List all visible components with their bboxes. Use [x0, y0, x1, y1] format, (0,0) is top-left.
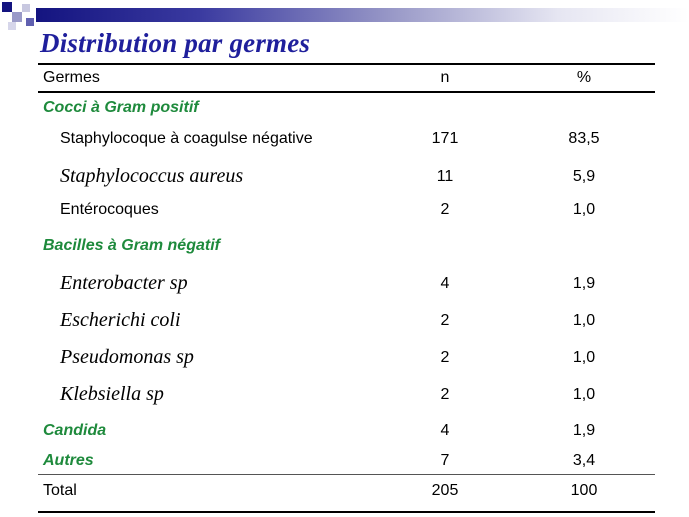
- table-bottom-rule: [38, 511, 655, 513]
- percent-cell: 1,9: [572, 275, 596, 292]
- germ-name: Escherichi coli: [60, 309, 181, 331]
- group-label: Candida: [43, 422, 107, 439]
- percent-cell: 1,0: [572, 386, 596, 403]
- header-rule: [38, 91, 655, 93]
- table-row-total: [0, 482, 689, 508]
- count-cell: 171: [431, 130, 459, 147]
- table-row-group: [0, 422, 689, 448]
- count-cell: 4: [440, 275, 450, 292]
- column-header-n: n: [440, 69, 450, 86]
- group-label: Bacilles à Gram négatif: [43, 237, 220, 254]
- count-cell: 4: [440, 422, 450, 439]
- count-cell: 7: [440, 452, 450, 469]
- total-count: 205: [431, 482, 459, 499]
- table-top-rule: [38, 63, 655, 65]
- count-cell: 2: [440, 349, 450, 366]
- group-label: Autres: [43, 452, 94, 469]
- germ-name: Klebsiella sp: [60, 383, 164, 405]
- table-row: [0, 130, 689, 156]
- group-label: Cocci à Gram positif: [43, 99, 199, 116]
- count-cell: 2: [440, 201, 450, 218]
- germ-name: Staphylocoque à coagulse négative: [60, 130, 313, 147]
- germ-name: Enterobacter sp: [60, 272, 188, 294]
- count-cell: 11: [436, 168, 454, 185]
- table-row: [0, 165, 689, 194]
- table-row: [0, 201, 689, 227]
- total-percent: 100: [570, 482, 598, 499]
- germ-name: Pseudomonas sp: [60, 346, 194, 368]
- count-cell: 2: [440, 386, 450, 403]
- table-row-group: [0, 237, 689, 263]
- total-label: Total: [43, 482, 77, 499]
- percent-cell: 1,0: [572, 312, 596, 329]
- percent-cell: 3,4: [572, 452, 596, 469]
- percent-cell: 5,9: [572, 168, 596, 185]
- table-row: [0, 346, 689, 375]
- percent-cell: 83,5: [568, 130, 600, 147]
- column-header-germes: Germes: [43, 69, 100, 86]
- total-rule: [38, 474, 655, 475]
- percent-cell: 1,0: [572, 201, 596, 218]
- table-row: [0, 309, 689, 338]
- count-cell: 2: [440, 312, 450, 329]
- germ-name: Staphylococcus aureus: [60, 165, 244, 187]
- table-row-group: [0, 99, 689, 125]
- table-row: [0, 272, 689, 301]
- germ-name: Entérocoques: [60, 201, 159, 218]
- percent-cell: 1,9: [572, 422, 596, 439]
- column-header-percent: %: [576, 69, 592, 86]
- percent-cell: 1,0: [572, 349, 596, 366]
- slide-title: Distribution par germes: [40, 28, 311, 58]
- table-row: [0, 383, 689, 412]
